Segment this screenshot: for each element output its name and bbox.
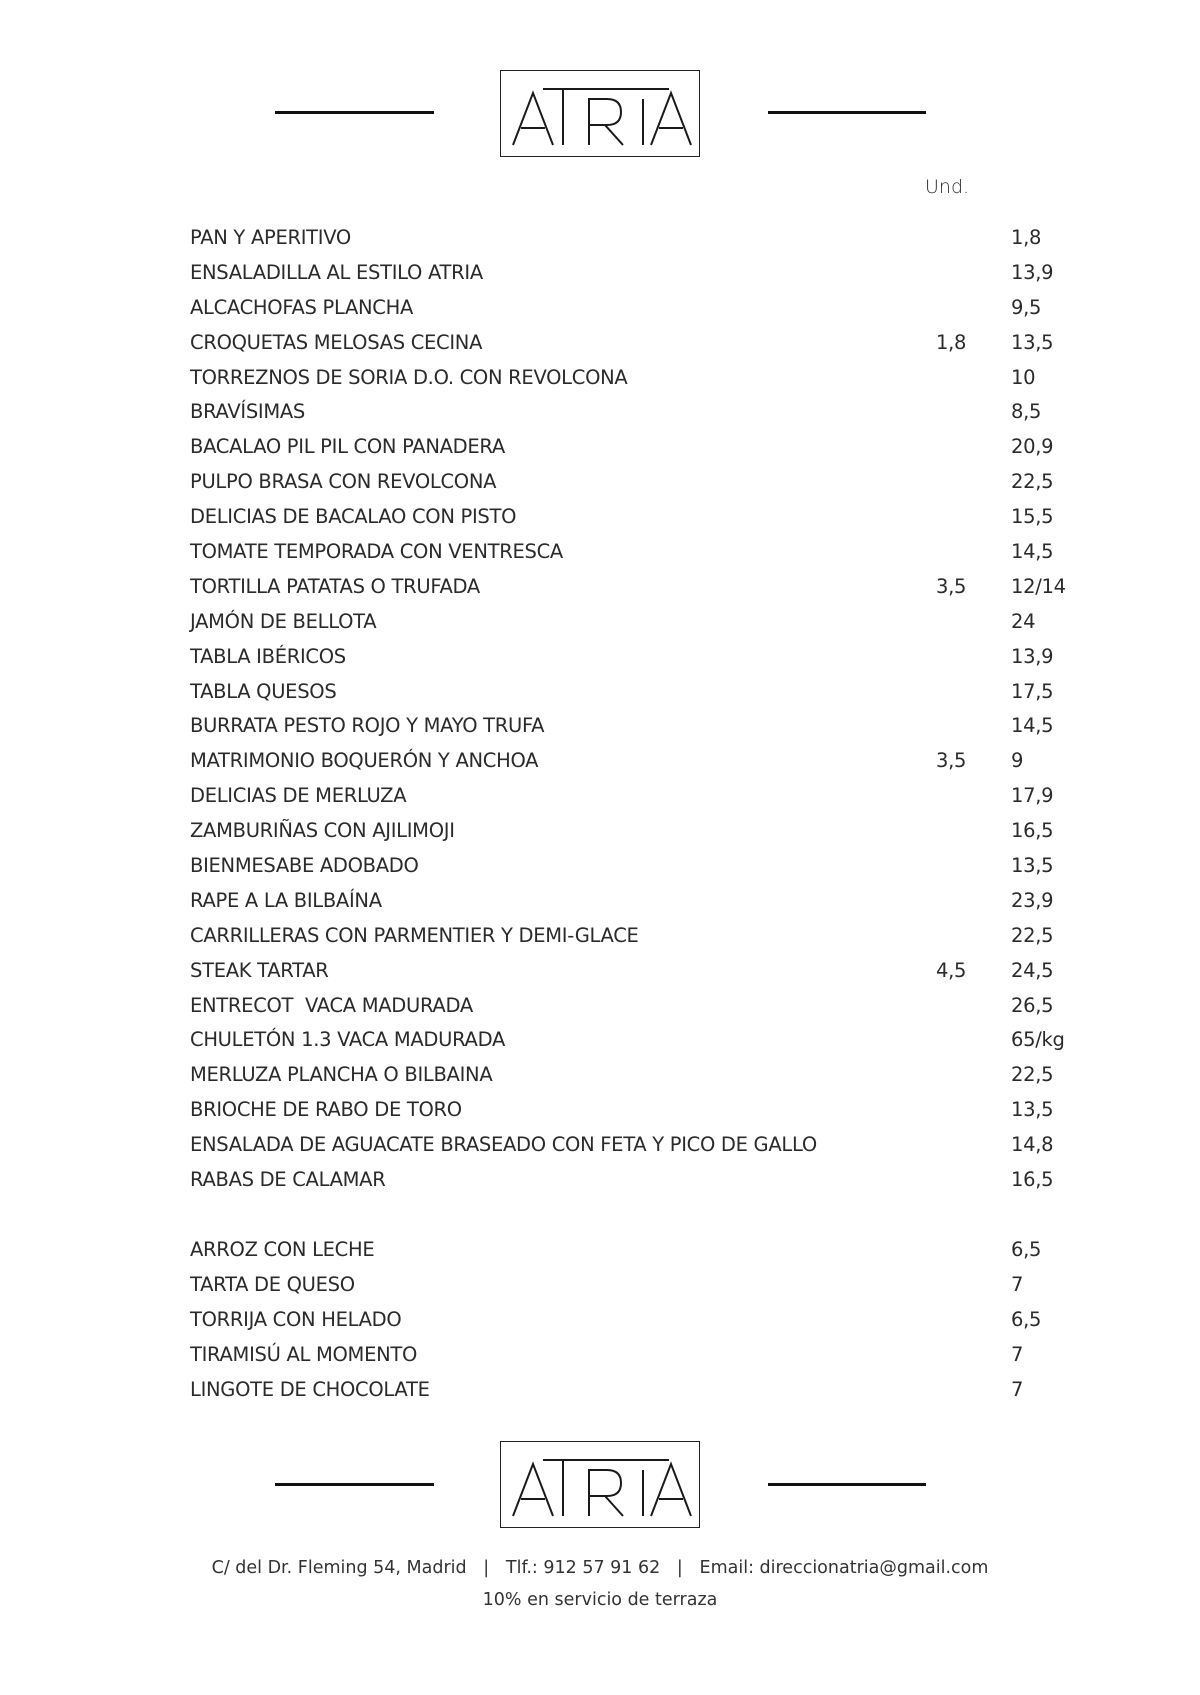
item-name: DELICIAS DE BACALAO CON PISTO	[190, 505, 517, 529]
item-price: 14,8	[1011, 1133, 1054, 1157]
menu-item	[190, 675, 1090, 710]
item-price: 65/kg	[1011, 1028, 1065, 1052]
menu-item	[190, 256, 1090, 291]
menu-item	[190, 1093, 1090, 1128]
item-name: PAN Y APERITIVO	[190, 226, 351, 249]
item-name: BIENMESABE ADOBADO	[190, 854, 419, 878]
menu-item	[190, 465, 1090, 500]
footer-address: C/ del Dr. Fleming 54, Madrid | Tlf.: 912 57 91 62 | Email: direccionatria@gmail.com	[211, 1558, 989, 1578]
item-name: ENSALADA DE AGUACATE BRASEADO CON FETA Y PICO DE GALLO	[190, 1133, 817, 1157]
item-price: 14,5	[1011, 540, 1054, 564]
menu-item	[190, 919, 1090, 954]
menu-item	[190, 570, 1090, 605]
item-name: MATRIMONIO BOQUERÓN Y ANCHOA	[190, 749, 539, 773]
item-price: 13,5	[1011, 854, 1054, 878]
menu-item	[190, 1338, 1090, 1373]
item-name: TORTILLA PATATAS O TRUFADA	[190, 574, 480, 598]
menu-item	[190, 779, 1090, 814]
menu-items-list	[190, 221, 1090, 1198]
item-price: 22,5	[1011, 923, 1054, 947]
item-name: CARRILLERAS CON PARMENTIER Y DEMI-GLACE	[190, 923, 639, 947]
item-price: 24,5	[1011, 958, 1054, 982]
divider-line	[768, 1483, 926, 1486]
atria-logo-footer	[500, 1441, 700, 1528]
menu-item	[190, 989, 1090, 1024]
item-price: 7	[1011, 1272, 1024, 1296]
menu-item	[190, 1128, 1090, 1163]
menu-item	[190, 430, 1090, 465]
item-price: 26,5	[1011, 993, 1054, 1017]
menu-item	[190, 709, 1090, 744]
und-column-header: Und.	[925, 176, 970, 198]
item-und: 1,8	[936, 330, 967, 354]
item-price: 17,5	[1011, 679, 1054, 703]
item-price: 7	[1011, 1377, 1024, 1401]
atria-logo	[500, 70, 700, 157]
item-name: ENTRECOT VACA MADURADA	[190, 993, 473, 1017]
item-price: 12/14	[1011, 574, 1066, 598]
item-price: 22,5	[1011, 1063, 1054, 1087]
menu-item	[190, 395, 1090, 430]
menu-item	[190, 361, 1090, 396]
item-price: 6,5	[1011, 1307, 1042, 1331]
menu-item	[190, 744, 1090, 779]
item-name: JAMÓN DE BELLOTA	[190, 609, 377, 633]
item-name: TABLA QUESOS	[190, 679, 337, 703]
item-price: 7	[1011, 1342, 1024, 1366]
item-name: TABLA IBÉRICOS	[190, 644, 346, 668]
item-price: 13,9	[1011, 260, 1054, 284]
item-price: 20,9	[1011, 435, 1054, 459]
menu-item	[190, 1268, 1090, 1303]
item-price: 22,5	[1011, 470, 1054, 494]
item-price: 1,8	[1011, 226, 1042, 249]
divider-line	[768, 111, 926, 114]
item-und: 4,5	[936, 958, 967, 982]
item-name: STEAK TARTAR	[190, 958, 329, 982]
item-name: BURRATA PESTO ROJO Y MAYO TRUFA	[190, 714, 545, 738]
divider-line	[275, 1483, 434, 1486]
item-price: 13,9	[1011, 644, 1054, 668]
item-price: 9	[1011, 749, 1024, 773]
item-price: 16,5	[1011, 1168, 1054, 1192]
item-name: TORREZNOS DE SORIA D.O. CON REVOLCONA	[190, 365, 628, 389]
menu-item	[190, 1233, 1090, 1268]
item-name: RABAS DE CALAMAR	[190, 1168, 386, 1192]
item-price: 24	[1011, 609, 1036, 633]
item-name: BRIOCHE DE RABO DE TORO	[190, 1098, 462, 1122]
menu-item	[190, 1373, 1090, 1408]
item-name: MERLUZA PLANCHA O BILBAINA	[190, 1063, 493, 1087]
item-price: 8,5	[1011, 400, 1042, 424]
item-name: TIRAMISÚ AL MOMENTO	[190, 1342, 418, 1366]
item-name: LINGOTE DE CHOCOLATE	[190, 1377, 430, 1401]
item-name: PULPO BRASA CON REVOLCONA	[190, 470, 497, 494]
menu-item	[190, 291, 1090, 326]
menu-item	[190, 884, 1090, 919]
item-name: CHULETÓN 1.3 VACA MADURADA	[190, 1028, 505, 1052]
menu-item	[190, 221, 1090, 256]
item-price: 9,5	[1011, 295, 1042, 319]
item-name: TORRIJA CON HELADO	[190, 1307, 402, 1331]
item-name: ARROZ CON LECHE	[190, 1238, 375, 1261]
footer-note: 10% en servicio de terraza	[482, 1590, 718, 1610]
menu-item	[190, 1058, 1090, 1093]
item-price: 13,5	[1011, 330, 1054, 354]
item-und: 3,5	[936, 574, 967, 598]
item-price: 14,5	[1011, 714, 1054, 738]
menu-item	[190, 849, 1090, 884]
item-name: ALCACHOFAS PLANCHA	[190, 295, 414, 319]
menu-item	[190, 500, 1090, 535]
menu-item	[190, 814, 1090, 849]
menu-item	[190, 1303, 1090, 1338]
item-name: ENSALADILLA AL ESTILO ATRIA	[190, 260, 483, 284]
item-name: BACALAO PIL PIL CON PANADERA	[190, 435, 505, 459]
menu-item	[190, 1163, 1090, 1198]
item-price: 10	[1011, 365, 1036, 389]
item-price: 13,5	[1011, 1098, 1054, 1122]
item-price: 17,9	[1011, 784, 1054, 808]
item-price: 16,5	[1011, 819, 1054, 843]
menu-item	[190, 535, 1090, 570]
item-price: 23,9	[1011, 888, 1054, 912]
menu-item	[190, 954, 1090, 989]
item-price: 15,5	[1011, 505, 1054, 529]
item-name: TARTA DE QUESO	[190, 1272, 355, 1296]
atria-logotype-icon	[501, 71, 701, 158]
menu-item	[190, 605, 1090, 640]
item-name: TOMATE TEMPORADA CON VENTRESCA	[190, 540, 563, 564]
item-name: CROQUETAS MELOSAS CECINA	[190, 330, 483, 354]
item-und: 3,5	[936, 749, 967, 773]
item-name: BRAVÍSIMAS	[190, 400, 305, 424]
divider-line	[275, 111, 434, 114]
item-name: RAPE A LA BILBAÍNA	[190, 888, 382, 912]
desserts-list	[190, 1233, 1090, 1407]
item-price: 6,5	[1011, 1238, 1042, 1261]
menu-item	[190, 326, 1090, 361]
item-name: ZAMBURIÑAS CON AJILIMOJI	[190, 819, 455, 843]
menu-item	[190, 640, 1090, 675]
menu-item	[190, 1023, 1090, 1058]
item-name: DELICIAS DE MERLUZA	[190, 784, 407, 808]
atria-logotype-icon	[501, 1442, 701, 1529]
